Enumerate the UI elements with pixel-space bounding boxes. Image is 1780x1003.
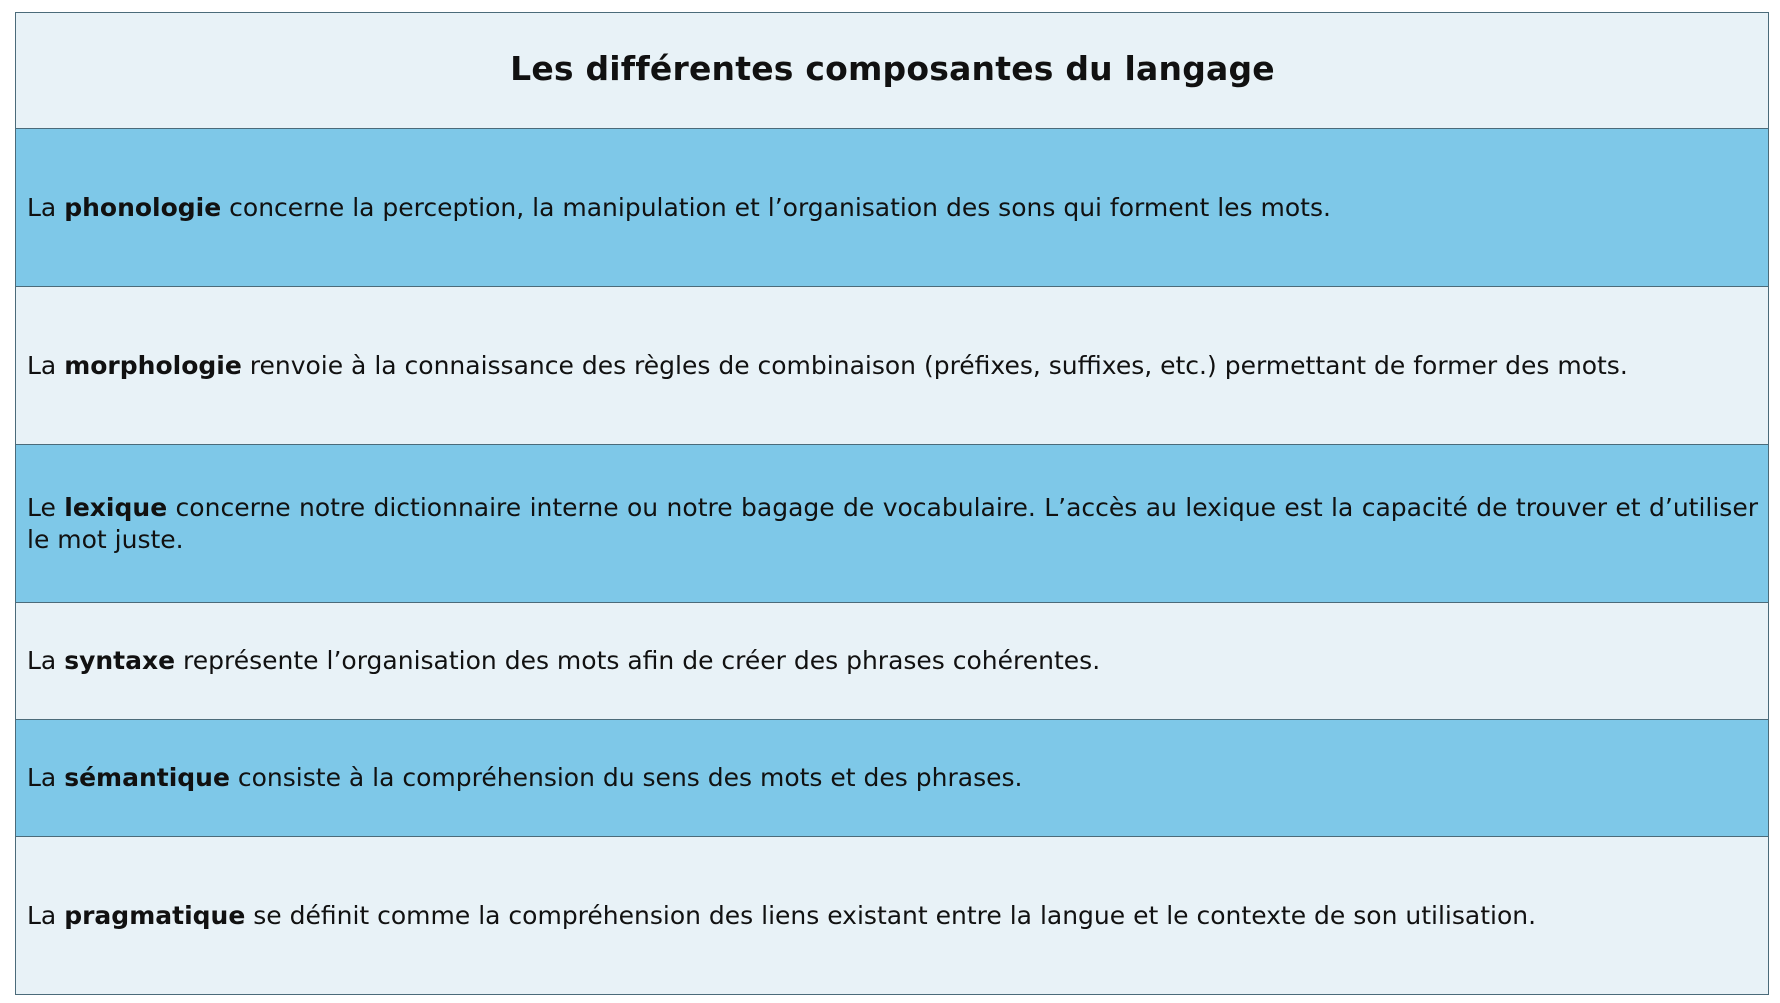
row-text (27, 645, 1758, 677)
row-text (27, 350, 1758, 382)
row-term: syntaxe (64, 646, 176, 675)
row-description: consiste à la compréhension du sens des mots et des phrases. (229, 763, 1023, 792)
row-text (27, 192, 1758, 224)
table-row-pragmatique (16, 836, 1768, 994)
row-description: se définit comme la compréhension des liens existant entre la langue et le contexte de son utilisation. (245, 900, 1537, 930)
row-prefix: La (27, 900, 65, 930)
row-prefix: Le (27, 492, 65, 522)
row-term: phonologie (64, 192, 222, 222)
table-row-morphologie (16, 286, 1768, 444)
row-term: pragmatique (64, 900, 246, 930)
row-prefix: La (27, 350, 65, 380)
row-term: lexique (64, 492, 168, 522)
table-header (16, 13, 1768, 128)
table-row-lexique (16, 444, 1768, 602)
row-term: morphologie (64, 350, 242, 380)
row-prefix: La (27, 763, 65, 792)
table-row-phonologie (16, 128, 1768, 286)
row-prefix: La (27, 646, 65, 675)
row-description: concerne notre dictionnaire interne ou notre bagage de vocabulaire. L’accès au lexique est la capacité de trouver et d’utiliser le mot juste. (27, 492, 1758, 554)
row-text (27, 762, 1758, 794)
row-text (27, 492, 1758, 556)
table-title: Les différentes composantes du langage (510, 49, 1275, 88)
row-description: représente l’organisation des mots afin de créer des phrases cohérentes. (175, 646, 1101, 675)
table-row-syntaxe (16, 602, 1768, 719)
row-description: renvoie à la connaissance des règles de combinaison (préfixes, suffixes, etc.) permettant de former des mots. (241, 350, 1628, 380)
table-row-semantique (16, 719, 1768, 836)
language-components-table (15, 12, 1769, 995)
row-term: sémantique (64, 763, 230, 792)
row-description: concerne la perception, la manipulation et l’organisation des sons qui forment les mots. (221, 192, 1331, 222)
row-text (27, 900, 1758, 932)
row-prefix: La (27, 192, 65, 222)
